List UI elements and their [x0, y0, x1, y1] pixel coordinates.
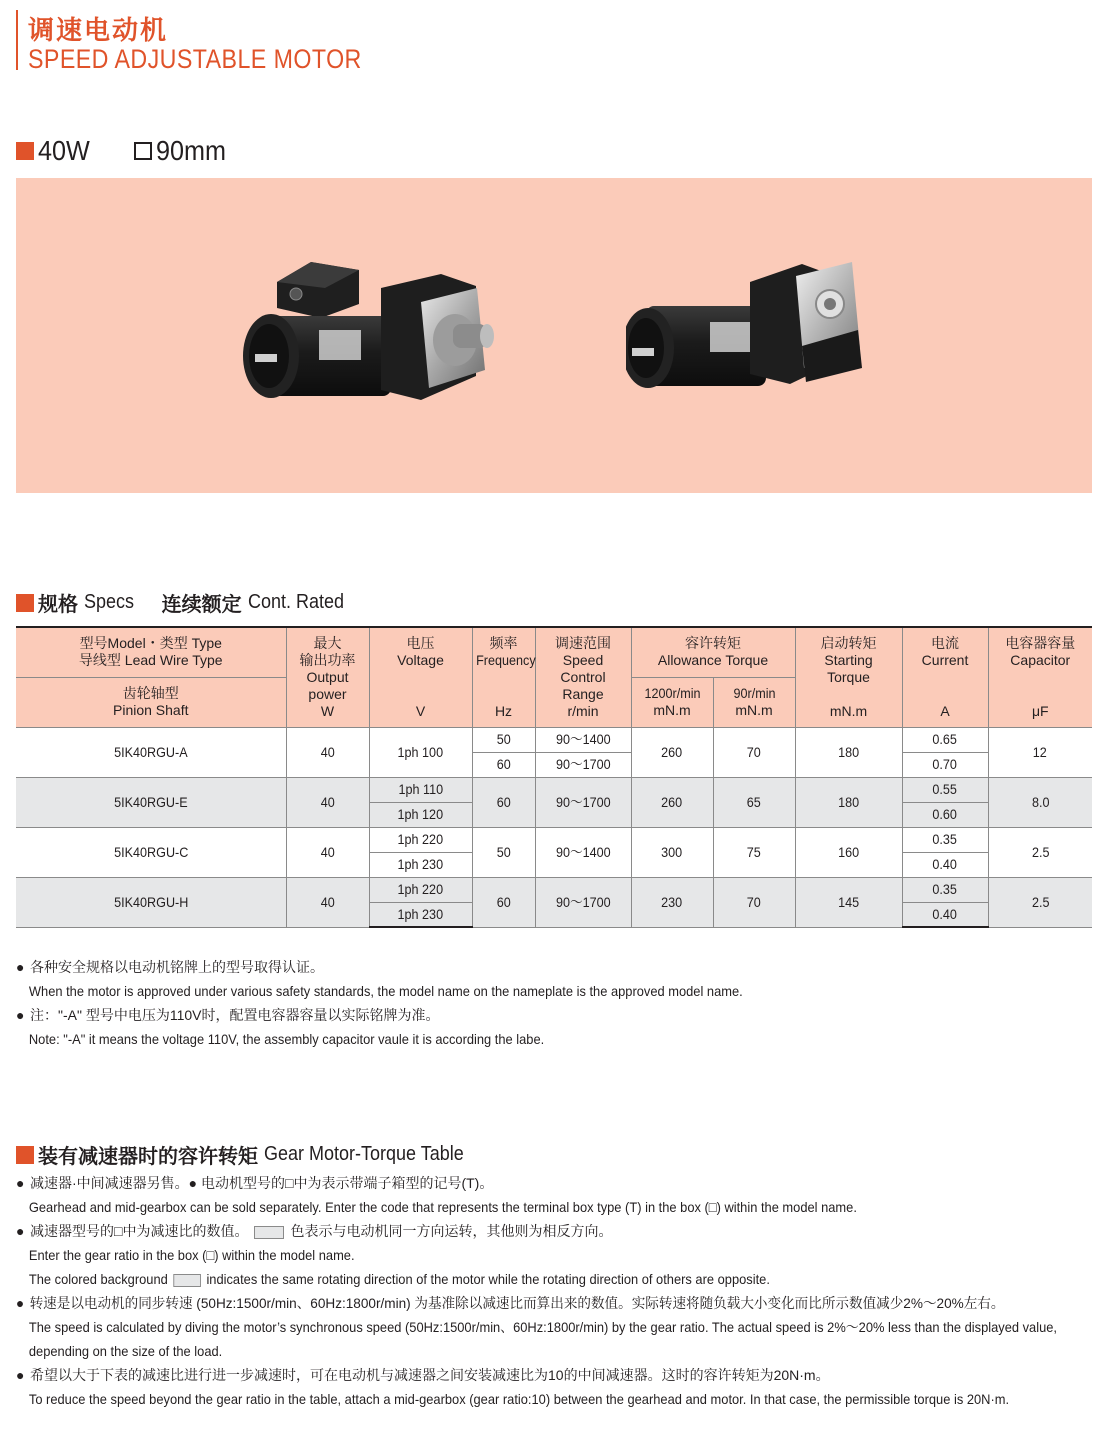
cell-voltage: 1ph 220	[369, 827, 472, 852]
gear-note-1-en: Gearhead and mid-gearbox can be sold separately. Enter the code that represents the terminal box type (T) in the box (□) within the model name.	[28, 1199, 857, 1215]
cell-voltage: 1ph 120	[369, 802, 472, 827]
page-title-cn: 调速电动机	[28, 15, 169, 45]
frame-square-icon	[134, 142, 152, 160]
specs-heading-en: Specs	[84, 591, 135, 613]
cell-current: 0.35	[902, 827, 988, 852]
cell-frequency: 60	[472, 777, 535, 827]
color-swatch	[173, 1274, 201, 1287]
cell-speed-range: 90～1700	[535, 777, 631, 827]
cell-starting-torque: 180	[795, 727, 902, 777]
cell-current: 0.40	[902, 852, 988, 877]
table-row	[16, 777, 1092, 802]
cell-torque-1200: 260	[631, 727, 713, 777]
motor-photo-right	[626, 256, 866, 416]
cell-capacitor: 2.5	[988, 877, 1092, 927]
cell-capacitor: 8.0	[988, 777, 1092, 827]
cell-torque-90: 70	[713, 877, 795, 927]
cell-model: 5IK40RGU-A	[16, 727, 286, 777]
cell-starting-torque: 145	[795, 877, 902, 927]
page-title-en: SPEED ADJUSTABLE MOTOR	[28, 44, 362, 74]
cell-frequency: 60	[472, 752, 535, 777]
note-2-en: Note: "-A" it means the voltage 110V, the assembly capacitor vaule it is according the labe.	[28, 1031, 545, 1047]
cell-power: 40	[286, 877, 369, 927]
cell-model: 5IK40RGU-C	[16, 827, 286, 877]
gear-note-2-en-2: The colored background indicates the same rotating direction of the motor while the rotating direction of others are opposite.	[28, 1271, 770, 1287]
gear-note-4-en: To reduce the speed beyond the gear ratio in the table, attach a mid-gearbox (gear ratio:10) between the gearhead and motor. In that case, the permissible torque is 20N·m.	[28, 1391, 1010, 1407]
cell-current: 0.65	[902, 727, 988, 752]
specs-table	[16, 626, 1092, 928]
rated-heading-cn: 连续额定	[161, 594, 242, 616]
table-row	[16, 877, 1092, 902]
cell-speed-range: 90～1700	[535, 877, 631, 927]
cell-capacitor: 12	[988, 727, 1092, 777]
cell-model: 5IK40RGU-E	[16, 777, 286, 827]
cell-voltage: 1ph 220	[369, 877, 472, 902]
specs-heading	[16, 588, 354, 617]
motor-photo-left	[241, 258, 501, 413]
model-line	[16, 135, 233, 167]
table-row	[16, 727, 1092, 752]
note-1-en: When the motor is approved under various safety standards, the model name on the nameplate is the approved model name.	[28, 983, 743, 999]
rated-heading-en: Cont. Rated	[247, 591, 344, 613]
cell-frequency: 50	[472, 827, 535, 877]
note-2-cn: ● 注："-A" 型号中电压为110V时，配置电容器容量以实际铭牌为准。	[16, 1007, 440, 1023]
cell-current: 0.35	[902, 877, 988, 902]
orange-square-icon	[16, 594, 34, 612]
frame-size: 90mm	[155, 135, 226, 166]
col-header-power: 最大 输出功率 Output power W	[286, 627, 369, 727]
gear-heading-cn: 装有减速器时的容许转矩	[38, 1146, 258, 1168]
cell-voltage: 1ph 110	[369, 777, 472, 802]
note-1-cn: ● 各种安全规格以电动机铭牌上的型号取得认证。	[16, 959, 324, 975]
gear-note-1-cn: ● 减速器·中间减速器另售。● 电动机型号的□中为表示带端子箱型的记号(T)。	[16, 1175, 494, 1191]
col-header-frequency: 频率 Frequency Hz	[472, 627, 535, 727]
cell-speed-range: 90～1700	[535, 752, 631, 777]
col-header-torque-90: 90r/min mN.m	[713, 677, 795, 727]
col-header-pinion-shaft: 齿轮轴型 Pinion Shaft	[16, 677, 286, 727]
cell-speed-range: 90～1400	[535, 827, 631, 877]
cell-voltage: 1ph 230	[369, 902, 472, 927]
cell-voltage: 1ph 100	[369, 727, 472, 777]
cell-model: 5IK40RGU-H	[16, 877, 286, 927]
gear-note-3-cn: ● 转速是以电动机的同步转速 (50Hz:1500r/min、60Hz:1800r/min) 为基准除以减速比而算出来的数值。实际转速将随负载大小变化而比所示数值减少2%～20%左右。	[16, 1295, 1005, 1311]
cell-frequency: 50	[472, 727, 535, 752]
cell-speed-range: 90～1400	[535, 727, 631, 752]
col-header-torque-1200: 1200r/min mN.m	[631, 677, 713, 727]
cell-torque-1200: 300	[631, 827, 713, 877]
table-row	[16, 827, 1092, 852]
cell-starting-torque: 180	[795, 777, 902, 827]
cell-current: 0.60	[902, 802, 988, 827]
cell-voltage: 1ph 230	[369, 852, 472, 877]
gear-note-3-en-1: The speed is calculated by diving the motor’s synchronous speed (50Hz:1500r/min、60Hz:1800r/min) by the gear ratio. The actual speed is 2%～20% less than the displayed value,	[28, 1319, 1057, 1335]
gear-notes	[16, 1171, 1120, 1411]
col-header-starting-torque: 启动转矩 Starting Torque mN.m	[795, 627, 902, 727]
cell-power: 40	[286, 727, 369, 777]
cell-torque-1200: 230	[631, 877, 713, 927]
power-rating: 40W	[38, 135, 90, 166]
cell-current: 0.55	[902, 777, 988, 802]
gear-heading-en: Gear Motor-Torque Table	[264, 1143, 464, 1165]
cell-starting-torque: 160	[795, 827, 902, 877]
col-header-current: 电流 Current A	[902, 627, 988, 727]
cell-frequency: 60	[472, 877, 535, 927]
cell-torque-90: 65	[713, 777, 795, 827]
cell-current: 0.70	[902, 752, 988, 777]
specs-heading-cn: 规格	[38, 594, 78, 616]
col-header-model: 型号Model・类型 Type 导线型 Lead Wire Type	[16, 627, 286, 677]
orange-square-icon	[16, 142, 34, 160]
col-header-capacitor: 电容器容量 Capacitor μF	[988, 627, 1092, 727]
cell-current: 0.40	[902, 902, 988, 927]
col-header-voltage: 电压 Voltage V	[369, 627, 472, 727]
cell-torque-90: 70	[713, 727, 795, 777]
gear-note-3-en-2: depending on the size of the load.	[28, 1343, 223, 1359]
col-header-speed-range: 调速范围 Speed Control Range r/min	[535, 627, 631, 727]
gear-torque-heading	[16, 1140, 486, 1169]
title-accent-rule	[16, 10, 18, 70]
gear-note-4-cn: ● 希望以大于下表的减速比进行进一步减速时，可在电动机与减速器之间安装减速比为10的中间减速器。这时的容许转矩为20N·m。	[16, 1367, 830, 1383]
col-header-allowance-torque: 容许转矩 Allowance Torque	[631, 627, 795, 677]
product-photo-panel	[16, 178, 1092, 493]
cell-power: 40	[286, 777, 369, 827]
gear-note-2-en-1: Enter the gear ratio in the box (□) within the model name.	[28, 1247, 355, 1263]
color-swatch	[254, 1226, 284, 1239]
specs-notes	[16, 955, 806, 1051]
cell-power: 40	[286, 827, 369, 877]
cell-capacitor: 2.5	[988, 827, 1092, 877]
cell-torque-1200: 260	[631, 777, 713, 827]
gear-note-2-cn: ● 减速器型号的□中为减速比的数值。 色表示与电动机同一方向运转，其他则为相反方向。	[16, 1223, 613, 1239]
cell-torque-90: 75	[713, 827, 795, 877]
orange-square-icon	[16, 1146, 34, 1164]
